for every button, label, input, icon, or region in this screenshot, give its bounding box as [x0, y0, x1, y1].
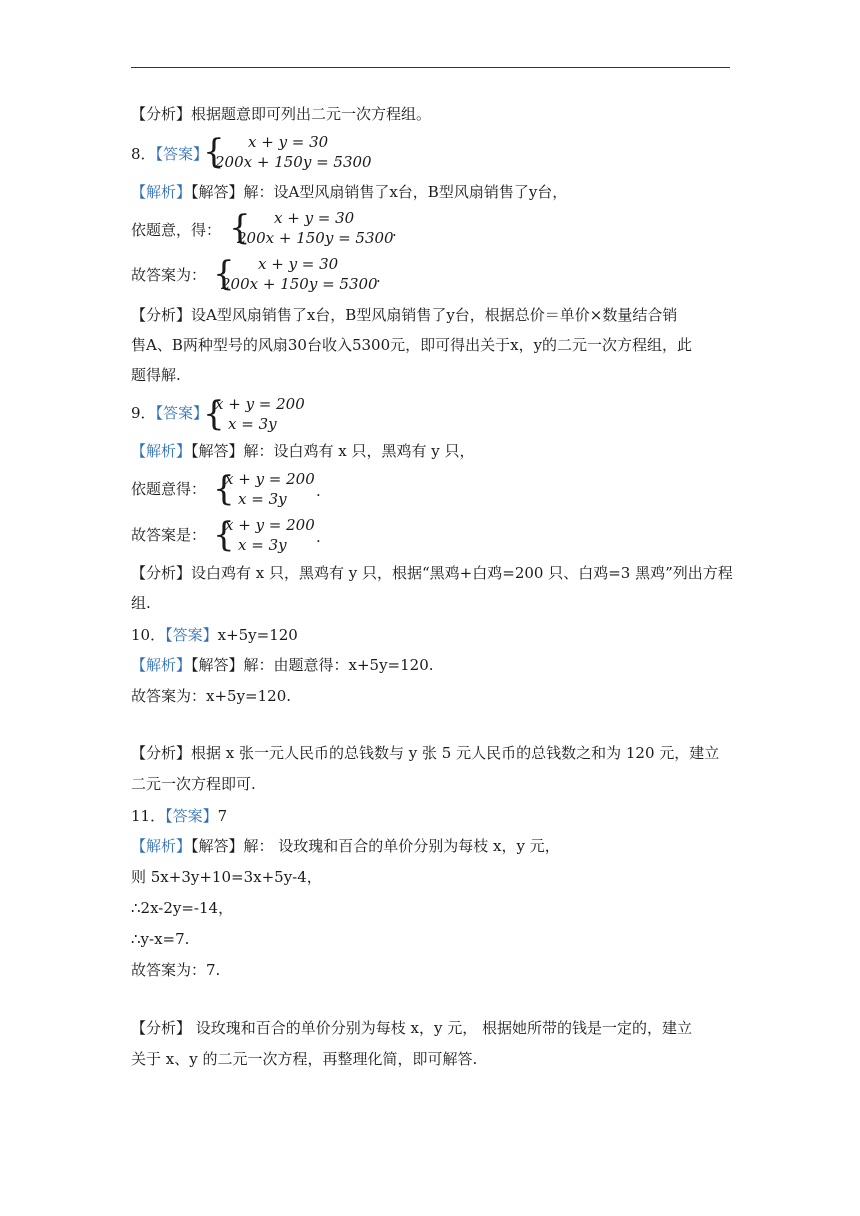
q10-answer-value: x+5y=120	[217, 626, 298, 644]
q8-eq1: x + y = 30	[248, 133, 329, 151]
q9-eq2: x = 3y	[228, 415, 277, 433]
q8-gu-label: 故答案为：	[131, 266, 207, 284]
q10-analysis-1: 【分析】根据 x 张一元人民币的总钱数与 y 张 5 元人民币的总钱数之和为 120 元，建立	[131, 744, 720, 762]
q8-yi-label: 依题意，得：	[131, 221, 222, 239]
q11-analysis-1: 【分析】 设玫瑰和百合的单价分别为每枝 x，y 元， 根据她所带的钱是一定的，建立	[131, 1019, 693, 1037]
q10-heading	[131, 625, 298, 645]
analysis-7: 【分析】根据题意即可列出二元一次方程组。	[131, 105, 432, 123]
q11-final: 故答案为：7.	[131, 961, 221, 979]
q11-step-2: ∴2x-2y=-14，	[131, 899, 234, 917]
q8-answer-system	[203, 132, 373, 172]
brace: {	[229, 208, 251, 248]
q9-analysis-2: 组.	[131, 594, 151, 612]
q9-analysis-1: 【分析】设白鸡有 x 只，黑鸡有 y 只，根据“黑鸡+白鸡=200 只、白鸡=3 黑鸡”列出方程	[131, 564, 733, 582]
q11-step-3: ∴y-x=7.	[131, 930, 190, 948]
q8-solution	[131, 182, 567, 202]
q8-s1-eq1: x + y = 30	[274, 209, 355, 227]
period: .	[392, 222, 397, 240]
q9-s1-eq1: x + y = 200	[225, 470, 315, 488]
q9-answer-label: 【答案】	[155, 404, 209, 422]
q8-s1-eq2: 200x + 150y = 5300	[237, 229, 394, 247]
q11-answer-value: 7	[217, 807, 228, 825]
q9-heading	[131, 403, 208, 423]
q11-answer-label: 【答案】	[165, 807, 218, 825]
q9-system-2	[213, 515, 323, 555]
q8-jieda: 【解答】解：设A型风扇销售了x台，B型风扇销售了y台，	[191, 183, 568, 201]
q10-final: 故答案为：x+5y=120.	[131, 687, 292, 705]
q9-s2-eq1: x + y = 200	[225, 516, 315, 534]
q9-yi-label: 依题意得：	[131, 480, 207, 498]
q11-jiexi-label: 【解析】	[131, 837, 192, 855]
q8-heading	[131, 144, 208, 164]
q10-number: 10．	[131, 626, 166, 644]
q9-eq1: x + y = 200	[215, 395, 305, 413]
q9-answer-system	[203, 394, 313, 434]
q11-heading	[131, 806, 227, 826]
q9-number: 9．	[131, 404, 156, 422]
q11-solution	[131, 836, 560, 856]
brace: {	[213, 254, 235, 294]
q8-s2-eq1: x + y = 30	[258, 255, 339, 273]
q8-analysis-1: 【分析】设A型风扇销售了x台，B型风扇销售了y台，根据总价＝单价×数量结合销	[131, 306, 678, 324]
q8-analysis-2: 售A、B两种型号的风扇30台收入5300元，即可得出关于x，y的二元一次方程组，此	[131, 336, 693, 354]
q8-answer-label: 【答案】	[155, 145, 209, 163]
q11-jieda: 【解答】解： 设玫瑰和百合的单价分别为每枝 x，y 元，	[191, 837, 560, 855]
q9-solution	[131, 441, 475, 461]
q10-jieda: 【解答】解：由题意得：x+5y=120.	[191, 656, 434, 674]
q10-solution	[131, 655, 434, 675]
q8-jiexi-label: 【解析】	[131, 183, 192, 201]
q8-analysis-3: 题得解.	[131, 366, 181, 384]
q11-analysis-2: 关于 x、y 的二元一次方程，再整理化简，即可解答.	[131, 1050, 478, 1068]
period: .	[316, 482, 321, 500]
q8-s2-eq2: 200x + 150y = 5300	[221, 275, 378, 293]
q10-jiexi-label: 【解析】	[131, 656, 192, 674]
q8-eq2: 200x + 150y = 5300	[215, 153, 372, 171]
brace: {	[213, 469, 235, 509]
q8-number: 8．	[131, 145, 156, 163]
period: .	[316, 528, 321, 546]
q9-s2-eq2: x = 3y	[238, 536, 287, 554]
brace: {	[203, 394, 225, 434]
q9-system-1	[213, 469, 323, 509]
brace: {	[203, 132, 225, 172]
q10-analysis-2: 二元一次方程即可.	[131, 775, 256, 793]
q8-system-1	[229, 208, 399, 248]
q9-jiexi-label: 【解析】	[131, 442, 192, 460]
q8-system-2	[213, 254, 383, 294]
q9-gu-label: 故答案是：	[131, 526, 207, 544]
q11-number: 11．	[131, 807, 166, 825]
header-rule	[131, 67, 730, 68]
period: .	[376, 268, 381, 286]
q9-jieda: 【解答】解：设白鸡有 x 只，黑鸡有 y 只，	[191, 442, 475, 460]
q10-answer-label: 【答案】	[165, 626, 218, 644]
q9-s1-eq2: x = 3y	[238, 490, 287, 508]
q11-step-1: 则 5x+3y+10=3x+5y-4，	[131, 868, 322, 886]
brace: {	[213, 515, 235, 555]
